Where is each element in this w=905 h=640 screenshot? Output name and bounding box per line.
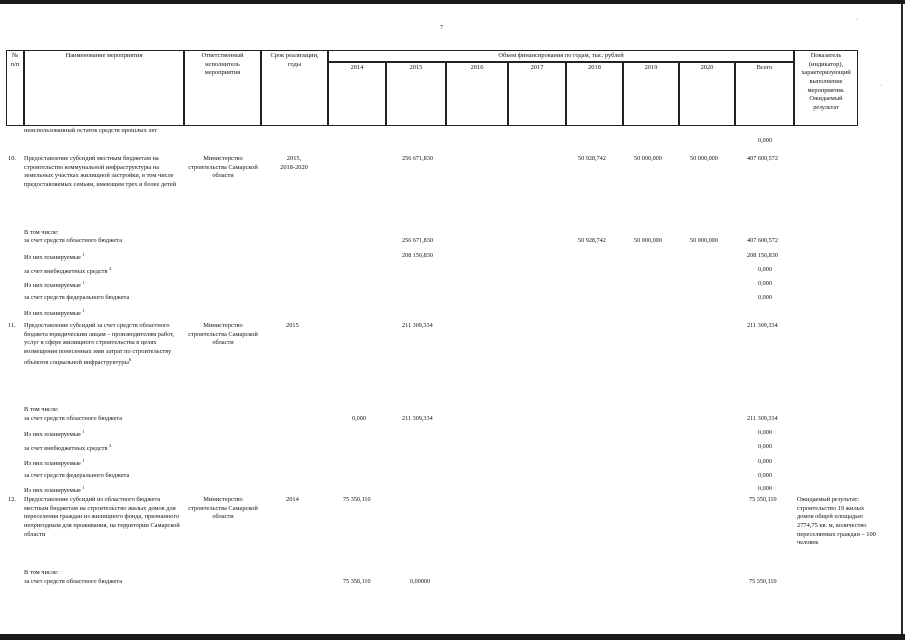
regional-total: 211 309,334 — [747, 415, 778, 422]
planned-label: Из них планируемые $^1$ — [24, 308, 85, 318]
regional-2015: 256 671,830 — [402, 237, 433, 244]
value-2014: 75 350,110 — [343, 496, 371, 503]
offbudget-label: за счет внебюджетных средств $^2$ — [24, 266, 112, 276]
row-responsible: Министерство строительства Самарской области — [188, 496, 258, 521]
planned-label: Из них планируемые $^1$ — [24, 280, 85, 290]
row-period: 2015, 2018-2020 — [280, 155, 308, 171]
row-period: 2014 — [286, 496, 299, 503]
header-name: Наименование мероприятия — [24, 50, 184, 126]
header-responsible: Ответственный исполнитель мероприятия — [184, 50, 261, 126]
planned-2015: 208 156,830 — [402, 252, 433, 259]
header-no: № п/п — [6, 50, 24, 126]
header-period: Срок реализации, годы — [261, 50, 328, 126]
value-2015: 256 671,830 — [402, 155, 433, 162]
carry-over-total: 0,000 — [758, 137, 772, 144]
value-2019: 50 000,000 — [634, 155, 662, 162]
scan-top-border — [0, 0, 905, 4]
scan-right-edge — [901, 4, 903, 634]
regional-2014: 75 350,110 — [343, 578, 371, 585]
regional-total: 407 600,572 — [747, 237, 778, 244]
row-number: 10. — [8, 155, 16, 162]
regional-2015: 0,00000 — [410, 578, 431, 585]
scan-bottom-border — [0, 634, 905, 640]
planned-total: 0,000 — [758, 429, 772, 436]
row-responsible: Министерство строительства Самарской области — [188, 322, 258, 347]
header-financing: Объем финансирования по годам, тыс. рублей — [328, 50, 794, 62]
header-year-2017: 2017 — [508, 62, 566, 126]
header-year-2018: 2018 — [566, 62, 623, 126]
planned-label: Из них планируемые $^1$ — [24, 485, 85, 495]
header-total: Всего — [735, 62, 794, 126]
planned-total: 0,000 — [758, 280, 772, 287]
scan-speck: · — [880, 83, 882, 89]
planned-label: Из них планируемые $^1$ — [24, 429, 85, 439]
federal-label: за счет средств федерального бюджета — [24, 472, 130, 479]
value-2020: 50 000,000 — [690, 155, 718, 162]
regional-total: 75 350,110 — [749, 578, 777, 585]
regional-label: за счет средств областного бюджета — [24, 237, 123, 244]
header-indicator: Показатель (индикатор), характеризующий выполнение мероприятия. Ожидаемый результат — [794, 50, 858, 126]
planned-total: 208 156,830 — [747, 252, 778, 259]
header-year-2016: 2016 — [446, 62, 508, 126]
incl-label: В том числе: — [24, 229, 59, 236]
row-responsible: Министерство строительства Самарской области — [188, 155, 258, 180]
page-number: 7 — [440, 25, 443, 31]
expected-result: Ожидаемый результат: строительство 19 жилых домов общей площадью 2774,75 кв. м, количество переселяемых граждан – 100 человек — [797, 496, 876, 547]
header-year-2015: 2015 — [386, 62, 446, 126]
value-total: 75 350,110 — [749, 496, 777, 503]
regional-2015: 211 309,334 — [402, 415, 433, 422]
planned-total: 0,000 — [758, 458, 772, 465]
offbudget-label: за счет внебюджетных средств $^2$ — [24, 443, 112, 453]
incl-label: В том числе: — [24, 406, 59, 413]
row-name: Предоставление субсидий из областного бюджета местным бюджетам на строительство жилых домов для переселения граждан из жилищного фонда, признанного непригодным для проживания, на территории Самарской области — [24, 496, 180, 538]
value-2018: 50 928,742 — [578, 155, 606, 162]
regional-label: за счет средств областного бюджета — [24, 415, 123, 422]
row-number: 12. — [8, 496, 16, 503]
row-name: Предоставление субсидий за счет средств областного бюджета юридическим лицам – производителям работ, услуг в сфере жилищного строительства в целях возмещения понесенных ими затрат по строительству объектов социальной инфраструктуры$^6$ — [24, 322, 175, 366]
header-year-2014: 2014 — [328, 62, 386, 126]
planned-total: 0,000 — [758, 485, 772, 492]
regional-2014: 0,000 — [352, 415, 366, 422]
value-total: 211 309,334 — [747, 322, 778, 329]
planned-label: Из них планируемые $^1$ — [24, 458, 85, 468]
regional-label: за счет средств областного бюджета — [24, 578, 123, 585]
planned-label: Из них планируемые $^1$ — [24, 252, 85, 262]
scan-speck: · — [856, 17, 858, 23]
row-number: 11. — [8, 322, 16, 329]
offbudget-total: 0,000 — [758, 443, 772, 450]
regional-2020: 50 000,000 — [690, 237, 718, 244]
incl-label: В том числе: — [24, 569, 59, 576]
header-year-2020: 2020 — [679, 62, 735, 126]
offbudget-total: 0,000 — [758, 266, 772, 273]
regional-2018: 50 928,742 — [578, 237, 606, 244]
carry-over-text: неиспользованный остаток средств прошлых лет — [24, 127, 158, 134]
row-name: Предоставление субсидий местным бюджетам на строительство коммунальной инфраструктуры на земельных участках жилищной застройки, в том числе предоставляемых семьям, имеющим трех и более детей — [24, 155, 177, 188]
header-year-2019: 2019 — [623, 62, 679, 126]
value-2015: 211 309,334 — [402, 322, 433, 329]
federal-total: 0,000 — [758, 294, 772, 301]
federal-label: за счет средств федерального бюджета — [24, 294, 130, 301]
regional-2019: 50 000,000 — [634, 237, 662, 244]
federal-total: 0,000 — [758, 472, 772, 479]
row-period: 2015 — [286, 322, 299, 329]
value-total: 407 600,572 — [747, 155, 778, 162]
